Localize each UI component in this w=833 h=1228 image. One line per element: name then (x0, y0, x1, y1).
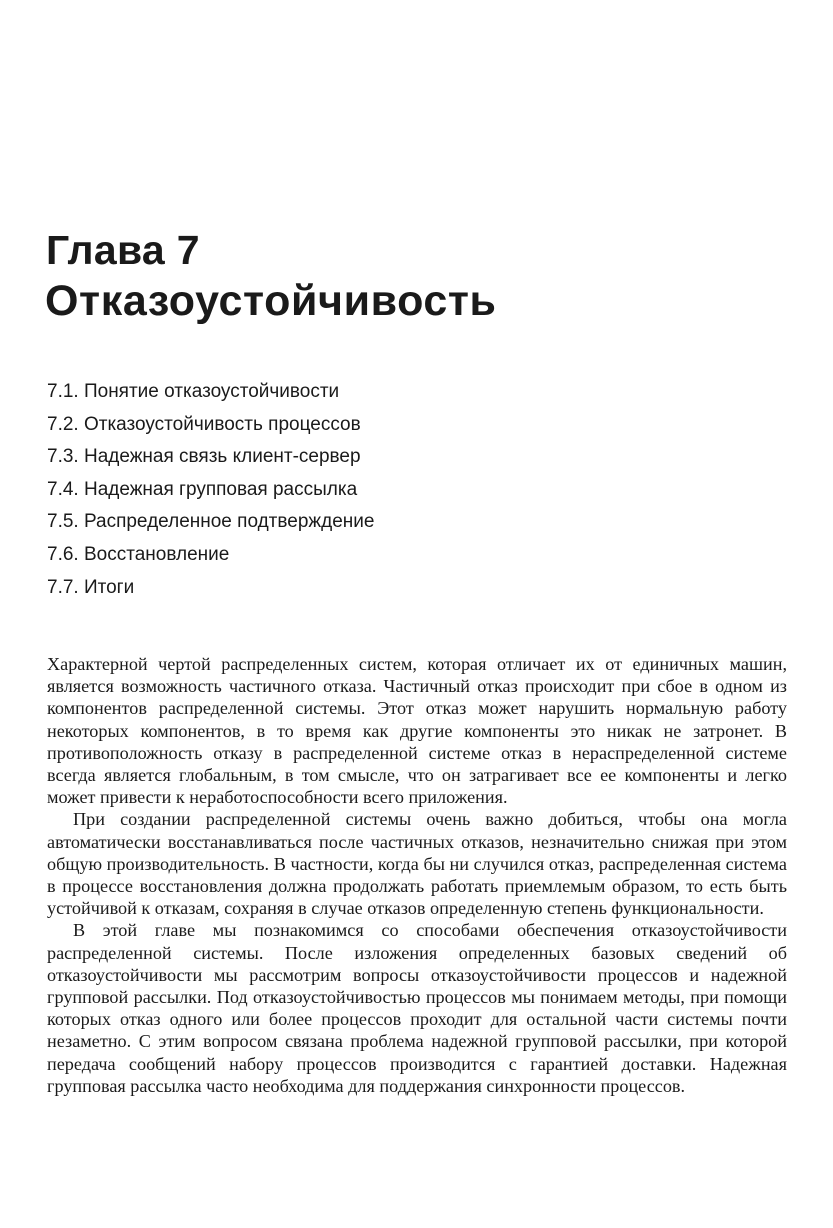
toc-item-7-1: 7.1. Понятие отказоустойчивости (47, 381, 340, 402)
toc-item-7-6: 7.6. Восстановление (47, 543, 230, 565)
toc-item-7-3: 7.3. Надежная связь клиент-сервер (47, 446, 361, 468)
paragraph-1: Характерной чертой распределенных систем, которая отличает их от единичных машин, является возможность частичного отказа. Частичный отказ происходит при сбое в одном из компонентов распределенной системы. Этот отказ может нарушить нормальную работу некоторых компонентов, в то время как другие компоненты это никак не затронет. В противоположность отказу в распределенной системе отказ в нераспределенной системе всегда является глобальным, в том смысле, что он затрагивает все ее компоненты и легко может привести к неработоспособности всего приложения. (47, 654, 787, 808)
toc-item-7-5: 7.5. Распределенное подтверждение (47, 511, 375, 533)
chapter-intro-text (47, 653, 787, 1097)
toc-item-7-4: 7.4. Надежная групповая рассылка (47, 478, 358, 500)
paragraph-2: При создании распределенной системы очень важно добиться, чтобы она могла автоматически восстанавливаться после частичных отказов, незначительно снижая при этом общую производительность. В частности, когда бы ни случился отказ, распределенная система в процессе восстановления должна продолжать работать приемлемым образом, то есть быть устойчивой к отказам, сохраняя в случае отказов определенную степень функциональности. (47, 809, 787, 919)
toc-item-7-7: 7.7. Итоги (47, 576, 135, 598)
table-of-contents (47, 376, 374, 604)
chapter-title: Отказоустойчивость (45, 277, 497, 325)
paragraph-3: В этой главе мы познакомимся со способами обеспечения отказоустойчивости распределенной системы. После изложения определенных базовых сведений об отказоустойчивости мы рассмотрим вопросы отказоустойчивости процессов и надежной групповой рассылки. Под отказоустойчивостью процессов мы понимаем методы, при помощи которых отказ одного или более процессов проходит для остальной части системы почти незаметно. С этим вопросом связана проблема надежной групповой рассылки, при которой передача сообщений набору процессов производится с гарантией доставки. Надежная групповая рассылка часто необходима для поддержания синхронности процессов. (47, 920, 787, 1096)
toc-item-7-2: 7.2. Отказоустойчивость процессов (47, 413, 361, 435)
chapter-label: Глава 7 (46, 227, 200, 273)
